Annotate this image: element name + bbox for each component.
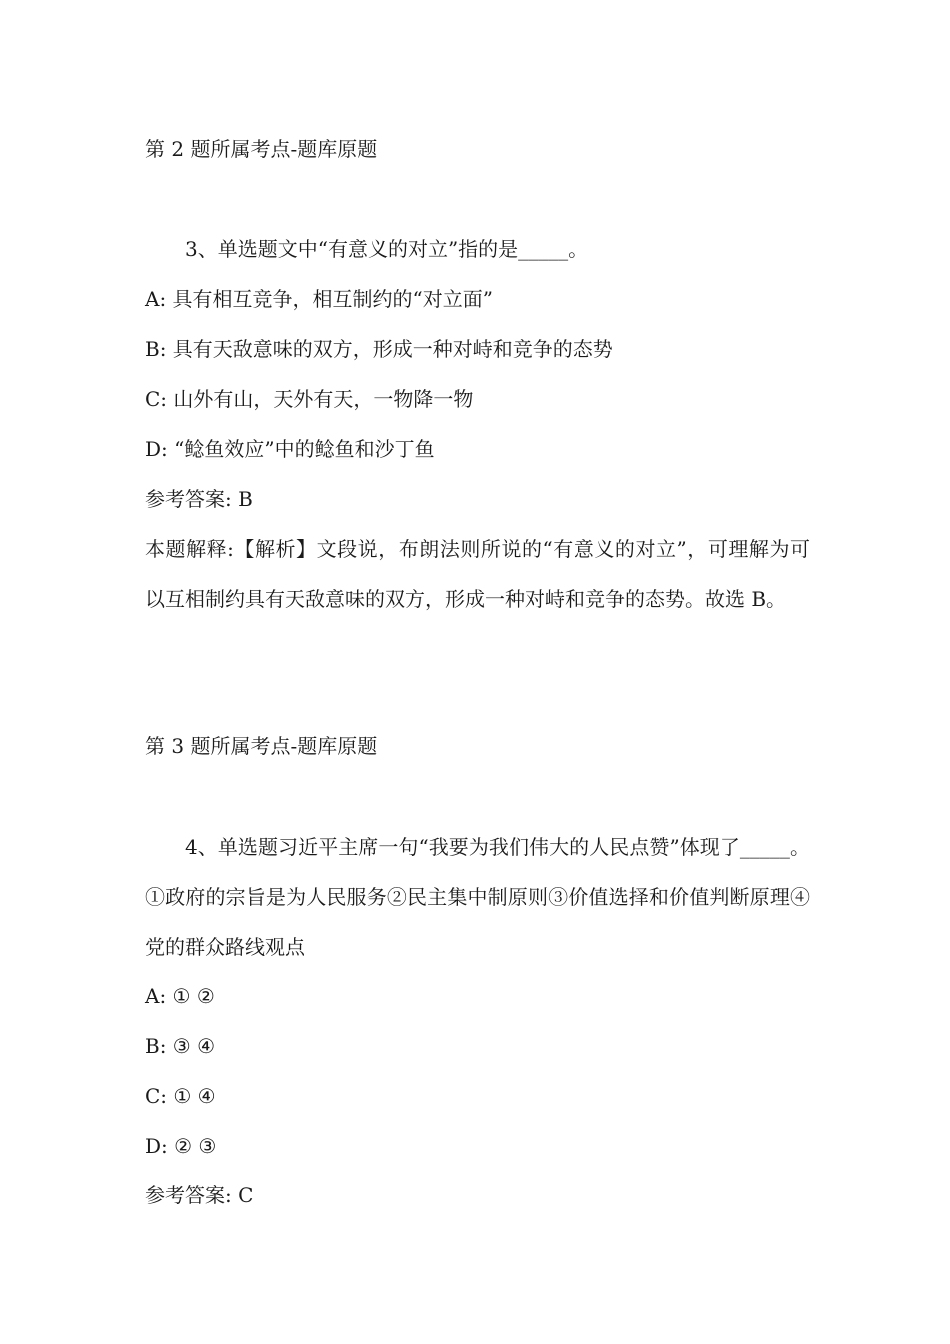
option-a: A: ① ② [145,984,215,1008]
topic-heading: 第 2 题所属考点-题库原题 [145,137,378,161]
option-b: B: ③ ④ [145,1034,216,1058]
option-b: B: 具有天敌意味的双方，形成一种对峙和竞争的态势 [145,337,613,361]
option-d: D: “鲶鱼效应”中的鲶鱼和沙丁鱼 [145,437,435,461]
option-c: C: 山外有山，天外有天，一物降一物 [145,387,474,411]
answer: 参考答案: C [145,1183,254,1207]
question-stem: 4、单选题习近平主席一句“我要为我们伟大的人民点赞”体现了_____。①政府的宗旨是为人民服务②民主集中制原则③价值选择和价值判断原理④党的群众路线观点 [145,835,810,959]
option-a: A: 具有相互竞争，相互制约的“对立面” [145,287,493,311]
question-stem: 3、单选题文中“有意义的对立”指的是_____。 [185,237,589,261]
explanation: 本题解释:【解析】文段说，布朗法则所说的“有意义的对立”，可理解为可以互相制约具有天敌意味的双方，形成一种对峙和竞争的态势。故选 B。 [145,537,810,611]
option-c: C: ① ④ [145,1084,216,1108]
option-d: D: ② ③ [145,1134,217,1158]
answer: 参考答案: B [145,487,253,511]
topic-heading: 第 3 题所属考点-题库原题 [145,734,378,758]
